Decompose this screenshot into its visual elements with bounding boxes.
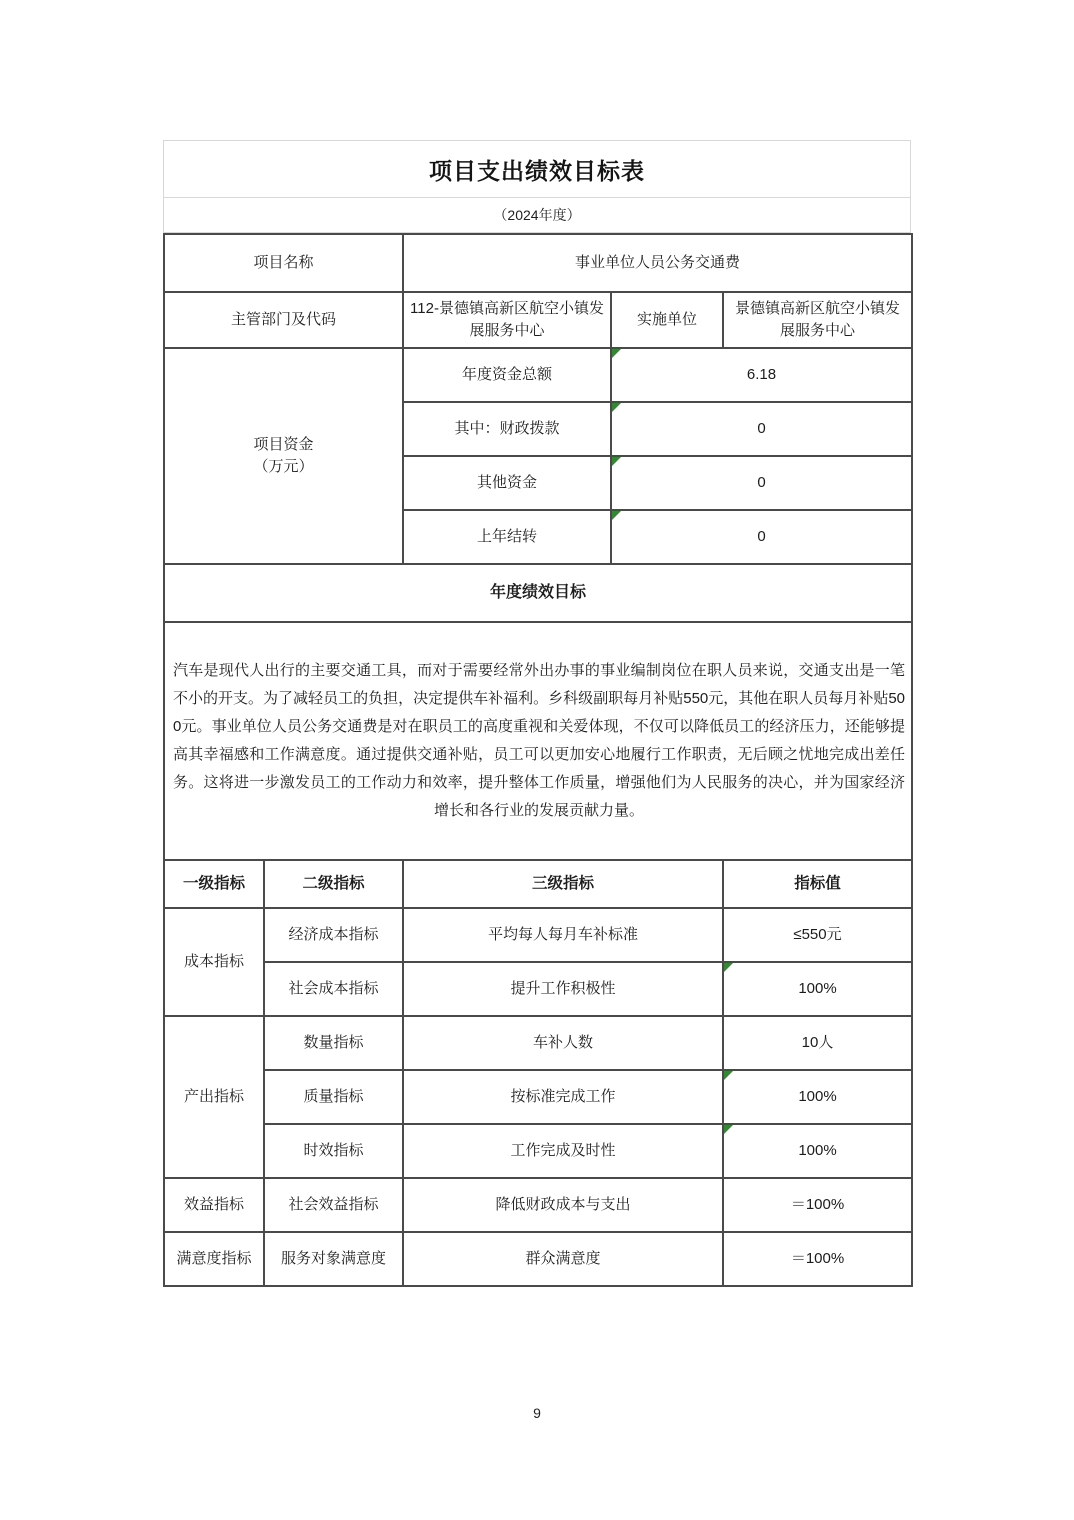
fund-other-label: 其他资金 (403, 456, 611, 510)
value-work-motivation: 100% (723, 962, 912, 1016)
annual-goal-header-row (164, 564, 912, 622)
annual-goal-text-row (164, 622, 912, 860)
fund-row-total (164, 348, 912, 402)
indicators-header-row (164, 860, 912, 908)
page-title: 项目支出绩效目标表 (429, 157, 645, 184)
project-info-table (163, 233, 913, 861)
implementing-unit-value: 景德镇高新区航空小镇发展服务中心 (723, 292, 912, 348)
fund-carryover-value: 0 (611, 510, 912, 564)
level2-social-benefit: 社会效益指标 (264, 1178, 403, 1232)
fund-fiscal-label: 其中：财政拨款 (403, 402, 611, 456)
indicator-row-economic-cost (164, 908, 912, 962)
level3-work-timeliness: 工作完成及时性 (403, 1124, 723, 1178)
level2-economic-cost: 经济成本指标 (264, 908, 403, 962)
level3-work-per-standard: 按标准完成工作 (403, 1070, 723, 1124)
annual-goal-text-cell (164, 622, 912, 860)
value-work-per-standard: 100% (723, 1070, 912, 1124)
indicators-table (163, 859, 913, 1287)
level3-work-motivation: 提升工作积极性 (403, 962, 723, 1016)
level2-quality: 质量指标 (264, 1070, 403, 1124)
level1-cost: 成本指标 (164, 908, 264, 1016)
header-level1: 一级指标 (164, 860, 264, 908)
fund-total-label: 年度资金总额 (403, 348, 611, 402)
project-name-value: 事业单位人员公务交通费 (403, 234, 912, 292)
fund-carryover-label: 上年结转 (403, 510, 611, 564)
level3-reduce-fiscal-cost: 降低财政成本与支出 (403, 1178, 723, 1232)
level1-output: 产出指标 (164, 1016, 264, 1178)
level3-public-satisfaction: 群众满意度 (403, 1232, 723, 1286)
level2-service-target-satisfaction: 服务对象满意度 (264, 1232, 403, 1286)
fund-fiscal-value: 0 (611, 402, 912, 456)
department-label: 主管部门及代码 (164, 292, 403, 348)
project-funds-label-line1: 项目资金 (253, 436, 314, 454)
project-funds-label (164, 348, 403, 564)
implementing-unit-label: 实施单位 (611, 292, 723, 348)
value-allowance-headcount: 10人 (723, 1016, 912, 1070)
header-level2: 二级指标 (264, 860, 403, 908)
level3-allowance-headcount: 车补人数 (403, 1016, 723, 1070)
level2-timeliness: 时效指标 (264, 1124, 403, 1178)
value-car-allowance-standard: ≤550元 (723, 908, 912, 962)
project-name-label: 项目名称 (164, 234, 403, 292)
header-level3: 三级指标 (403, 860, 723, 908)
title-block (163, 140, 911, 233)
value-work-timeliness: 100% (723, 1124, 912, 1178)
department-row (164, 292, 912, 348)
page-number: 9 (533, 1405, 541, 1421)
value-reduce-fiscal-cost: ＝100% (723, 1178, 912, 1232)
value-public-satisfaction: ＝100% (723, 1232, 912, 1286)
annual-goal-header: 年度绩效目标 (164, 564, 912, 622)
indicator-row-benefit (164, 1178, 912, 1232)
level2-social-cost: 社会成本指标 (264, 962, 403, 1016)
title-row (164, 141, 910, 198)
project-funds-label-line2: （万元） (253, 458, 314, 475)
annual-goal-text: 汽车是现代人出行的主要交通工具，而对于需要经常外出办事的事业编制岗位在职人员来说，交通支出是一笔不小的开支。为了减轻员工的负担，决定提供车补福利。乡科级副职每月补贴550元，其他在职人员每月补贴500元。事业单位人员公务交通费是对在职员工的高度重视和关爱体现，不仅可以降低员工的经济压力，还能够提高其幸福感和工作满意度。通过提供交通补贴，员工可以更加安心地履行工作职责，无后顾之忧地完成出差任务。这将进一步激发员工的工作动力和效率，提升整体工作质量，增强他们为人民服务的决心，并为国家经济增长和各行业的发展贡献力量。 (173, 662, 906, 819)
department-value: 112-景德镇高新区航空小镇发展服务中心 (403, 292, 611, 348)
level1-benefit: 效益指标 (164, 1178, 264, 1232)
subtitle-year: （2024年度） (493, 207, 581, 223)
level2-quantity: 数量指标 (264, 1016, 403, 1070)
indicator-row-satisfaction (164, 1232, 912, 1286)
indicator-row-timeliness (164, 1124, 912, 1178)
level3-car-allowance-standard: 平均每人每月车补标准 (403, 908, 723, 962)
indicator-row-quality (164, 1070, 912, 1124)
indicator-row-quantity (164, 1016, 912, 1070)
indicator-row-social-cost (164, 962, 912, 1016)
fund-total-value: 6.18 (611, 348, 912, 402)
level1-satisfaction: 满意度指标 (164, 1232, 264, 1286)
performance-target-document (163, 140, 911, 1287)
fund-other-value: 0 (611, 456, 912, 510)
project-name-row (164, 234, 912, 292)
header-value: 指标值 (723, 860, 912, 908)
